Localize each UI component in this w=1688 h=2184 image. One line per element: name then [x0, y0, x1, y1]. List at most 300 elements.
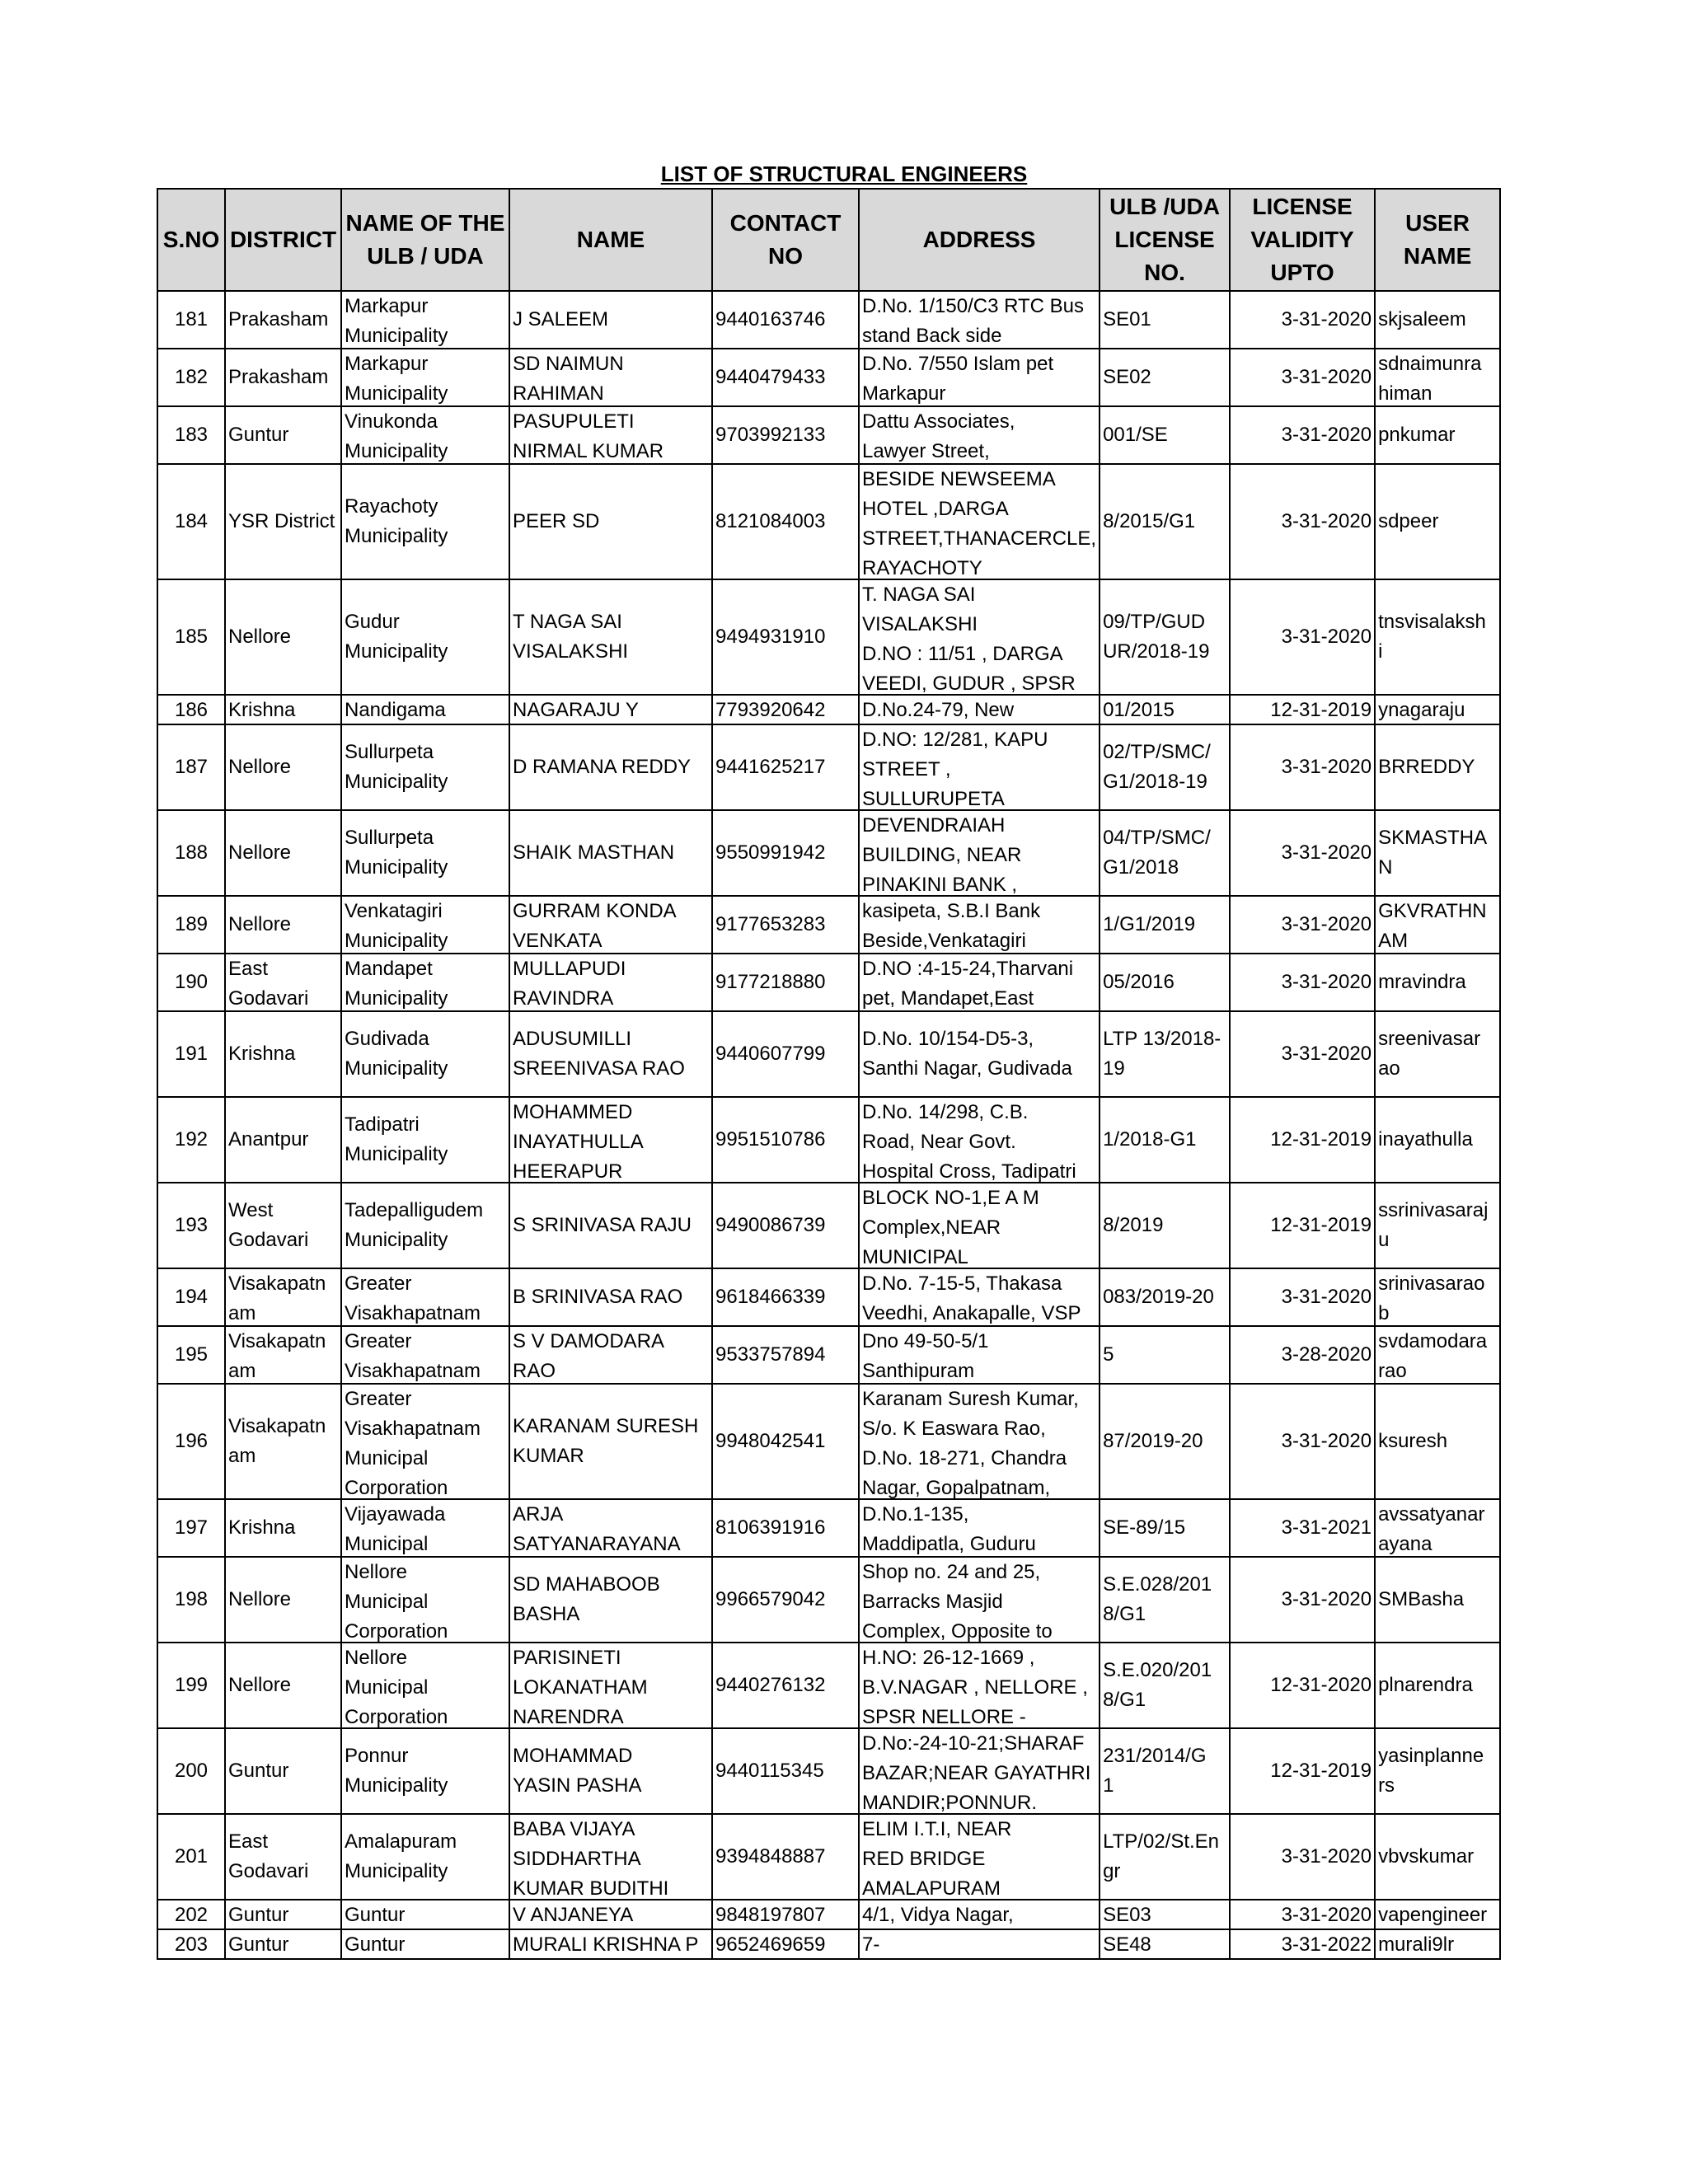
table-row	[157, 1643, 1500, 1728]
cell-text: 3-31-2020	[1281, 1286, 1372, 1308]
cell-contact	[712, 1384, 859, 1499]
cell-ulb	[341, 1557, 509, 1643]
cell-name	[509, 1929, 712, 1959]
cell-sno	[157, 724, 225, 810]
column-header: LICENSE VALIDITY UPTO	[1230, 189, 1375, 291]
cell-text: YSR District	[228, 510, 335, 532]
cell-text: Gudur Municipality	[345, 611, 448, 663]
cell-text: 186	[174, 699, 209, 721]
cell-text: 12-31-2020	[1270, 1674, 1372, 1696]
cell-text: B SRINIVASA RAO	[513, 1286, 683, 1308]
cell-user	[1375, 1183, 1500, 1268]
cell-text: 181	[174, 308, 209, 330]
cell-ulb	[341, 1183, 509, 1268]
column-header: ULB /UDA LICENSE NO.	[1100, 189, 1230, 291]
cell-license	[1100, 1557, 1230, 1643]
table-row	[157, 464, 1500, 579]
cell-text: sdnaimunra himan	[1378, 353, 1482, 405]
cell-user	[1375, 1814, 1500, 1900]
cell-text: D.No:-24-10-21;SHARAF BAZAR;NEAR GAYATHRI MANDIR;PONNUR.	[862, 1732, 1091, 1813]
cell-text: H.NO: 26-12-1669 , B.V.NAGAR , NELLORE , SPSR NELLORE -	[862, 1647, 1088, 1727]
cell-text: 1/2018-G1	[1103, 1128, 1197, 1151]
cell-text: Dno 49-50-5/1 Santhipuram	[862, 1330, 989, 1382]
table-body	[157, 291, 1500, 1959]
cell-text: Guntur	[228, 1904, 289, 1926]
column-header: NAME	[509, 189, 712, 291]
cell-text: sreenivasar ao	[1378, 1028, 1481, 1080]
table-row	[157, 1268, 1500, 1326]
cell-text: D.No. 10/154-D5-3, Santhi Nagar, Gudivada	[862, 1028, 1072, 1080]
cell-text: East Godavari	[228, 1830, 309, 1882]
cell-user	[1375, 1268, 1500, 1326]
cell-name	[509, 1268, 712, 1326]
cell-user	[1375, 406, 1500, 464]
cell-contact	[712, 1268, 859, 1326]
cell-ulb	[341, 1011, 509, 1097]
cell-ulb	[341, 1643, 509, 1728]
cell-validity	[1230, 1728, 1375, 1814]
cell-text: SE02	[1103, 366, 1151, 388]
cell-text: West Godavari	[228, 1199, 309, 1251]
cell-address	[859, 1814, 1100, 1900]
cell-text: 199	[174, 1674, 209, 1696]
cell-license	[1100, 579, 1230, 695]
cell-text: 7793920642	[715, 699, 826, 721]
cell-license	[1100, 1814, 1230, 1900]
cell-text: 8106391916	[715, 1516, 826, 1539]
cell-validity	[1230, 724, 1375, 810]
cell-validity	[1230, 1268, 1375, 1326]
cell-text: Vinukonda Municipality	[345, 410, 448, 462]
cell-text: MULLAPUDI RAVINDRA	[513, 958, 626, 1010]
cell-validity	[1230, 579, 1375, 695]
cell-validity	[1230, 1384, 1375, 1499]
cell-district	[225, 1384, 341, 1499]
cell-validity	[1230, 1011, 1375, 1097]
cell-contact	[712, 695, 859, 724]
cell-contact	[712, 1326, 859, 1384]
cell-validity	[1230, 291, 1375, 349]
cell-text: Prakasham	[228, 308, 329, 330]
table-row	[157, 1183, 1500, 1268]
cell-address	[859, 810, 1100, 896]
cell-validity	[1230, 695, 1375, 724]
cell-text: J SALEEM	[513, 308, 609, 330]
cell-address	[859, 1728, 1100, 1814]
cell-text: plnarendra	[1378, 1674, 1473, 1696]
cell-text: ADUSUMILLI SREENIVASA RAO	[513, 1028, 685, 1080]
cell-text: 7-	[862, 1933, 880, 1956]
cell-contact	[712, 464, 859, 579]
cell-text: T. NAGA SAI VISALAKSHI D.NO : 11/51 , DARGA VEEDI, GUDUR , SPSR	[862, 583, 1076, 694]
cell-validity	[1230, 1900, 1375, 1929]
cell-ulb	[341, 810, 509, 896]
cell-validity	[1230, 1643, 1375, 1728]
cell-text: SE01	[1103, 308, 1151, 330]
cell-license	[1100, 349, 1230, 406]
cell-text: SE48	[1103, 1933, 1151, 1956]
cell-name	[509, 464, 712, 579]
cell-text: Guntur	[228, 1760, 289, 1782]
cell-text: SE-89/15	[1103, 1516, 1186, 1539]
cell-text: 4/1, Vidya Nagar,	[862, 1904, 1014, 1926]
cell-text: 9966579042	[715, 1588, 826, 1610]
cell-sno	[157, 579, 225, 695]
cell-address	[859, 1268, 1100, 1326]
cell-ulb	[341, 1900, 509, 1929]
cell-text: 192	[174, 1128, 209, 1151]
cell-district	[225, 1268, 341, 1326]
cell-ulb	[341, 349, 509, 406]
cell-text: skjsaleem	[1378, 308, 1466, 330]
column-header: CONTACT NO	[712, 189, 859, 291]
cell-text: 188	[174, 841, 209, 864]
cell-address	[859, 724, 1100, 810]
cell-sno	[157, 810, 225, 896]
cell-text: S V DAMODARA RAO	[513, 1330, 665, 1382]
table-row	[157, 406, 1500, 464]
cell-name	[509, 1728, 712, 1814]
cell-sno	[157, 1499, 225, 1557]
page-title: LIST OF STRUCTURAL ENGINEERS	[660, 162, 1028, 186]
cell-text: 8121084003	[715, 510, 826, 532]
table-row	[157, 1557, 1500, 1643]
cell-text: Sullurpeta Municipality	[345, 827, 448, 879]
cell-user	[1375, 1929, 1500, 1959]
cell-text: 01/2015	[1103, 699, 1175, 721]
table-row	[157, 954, 1500, 1011]
cell-text: 3-31-2020	[1281, 1904, 1372, 1926]
cell-text: Gudivada Municipality	[345, 1028, 448, 1080]
cell-license	[1100, 695, 1230, 724]
cell-sno	[157, 1557, 225, 1643]
cell-text: SD NAIMUN RAHIMAN	[513, 353, 624, 405]
cell-text: 8/2019	[1103, 1214, 1164, 1236]
cell-license	[1100, 1326, 1230, 1384]
cell-contact	[712, 724, 859, 810]
cell-text: 231/2014/G 1	[1103, 1745, 1207, 1797]
cell-district	[225, 1929, 341, 1959]
cell-text: V ANJANEYA	[513, 1904, 634, 1926]
column-header: USER NAME	[1375, 189, 1500, 291]
cell-text: Rayachoty Municipality	[345, 495, 448, 547]
cell-text: Tadipatri Municipality	[345, 1113, 448, 1165]
cell-sno	[157, 896, 225, 954]
cell-license	[1100, 464, 1230, 579]
cell-text: MURALI KRISHNA P	[513, 1933, 699, 1956]
cell-text: 9550991942	[715, 841, 826, 864]
cell-address	[859, 1643, 1100, 1728]
table-header-row	[157, 189, 1500, 291]
cell-text: pnkumar	[1378, 424, 1456, 446]
cell-user	[1375, 291, 1500, 349]
cell-validity	[1230, 896, 1375, 954]
table-row	[157, 1011, 1500, 1097]
cell-text: SD MAHABOOB BASHA	[513, 1573, 660, 1625]
cell-district	[225, 1643, 341, 1728]
cell-ulb	[341, 291, 509, 349]
cell-text: Visakapatn am	[228, 1272, 326, 1324]
column-header: S.NO	[157, 189, 225, 291]
cell-text: Nellore	[228, 841, 292, 864]
cell-ulb	[341, 1384, 509, 1499]
cell-text: 12-31-2019	[1270, 1214, 1372, 1236]
cell-text: 09/TP/GUD UR/2018-19	[1103, 611, 1210, 663]
cell-district	[225, 1499, 341, 1557]
cell-district	[225, 349, 341, 406]
cell-text: Greater Visakhapatnam Municipal Corporation	[345, 1388, 481, 1498]
cell-text: inayathulla	[1378, 1128, 1473, 1151]
cell-user	[1375, 1728, 1500, 1814]
cell-text: Amalapuram Municipality	[345, 1830, 457, 1882]
cell-text: Sullurpeta Municipality	[345, 741, 448, 793]
cell-text: 3-31-2020	[1281, 913, 1372, 935]
cell-text: D.No. 14/298, C.B. Road, Near Govt. Hospital Cross, Tadipatri	[862, 1101, 1076, 1182]
cell-text: srinivasarao b	[1378, 1272, 1485, 1324]
cell-ulb	[341, 724, 509, 810]
cell-license	[1100, 896, 1230, 954]
cell-user	[1375, 1557, 1500, 1643]
cell-address	[859, 1929, 1100, 1959]
cell-license	[1100, 1268, 1230, 1326]
cell-text: Shop no. 24 and 25, Barracks Masjid Complex, Opposite to	[862, 1561, 1053, 1642]
cell-contact	[712, 1097, 859, 1183]
cell-text: D RAMANA REDDY	[513, 756, 692, 778]
column-header: DISTRICT	[225, 189, 341, 291]
cell-text: sdpeer	[1378, 510, 1439, 532]
cell-text: 12-31-2019	[1270, 1760, 1372, 1782]
cell-user	[1375, 695, 1500, 724]
cell-text: Nellore	[228, 1674, 292, 1696]
cell-text: 12-31-2019	[1270, 1128, 1372, 1151]
cell-user	[1375, 1326, 1500, 1384]
cell-contact	[712, 1929, 859, 1959]
cell-text: kasipeta, S.B.I Bank Beside,Venkatagiri	[862, 900, 1041, 952]
cell-text: S SRINIVASA RAJU	[513, 1214, 692, 1236]
cell-text: Krishna	[228, 1043, 296, 1065]
cell-address	[859, 464, 1100, 579]
cell-text: D.No. 1/150/C3 RTC Bus stand Back side	[862, 295, 1085, 347]
cell-sno	[157, 464, 225, 579]
cell-sno	[157, 1326, 225, 1384]
cell-text: 083/2019-20	[1103, 1286, 1214, 1308]
cell-text: 9440607799	[715, 1043, 826, 1065]
cell-text: 8/2015/G1	[1103, 510, 1196, 532]
cell-text: BESIDE NEWSEEMA HOTEL ,DARGA STREET,THANACERCLE, RAYACHOTY	[862, 468, 1097, 579]
cell-name	[509, 1814, 712, 1900]
table-row	[157, 1728, 1500, 1814]
cell-text: 12-31-2019	[1270, 699, 1372, 721]
cell-text: Anantpur	[228, 1128, 309, 1151]
cell-contact	[712, 1011, 859, 1097]
cell-text: D.No. 7/550 Islam pet Markapur	[862, 353, 1054, 405]
column-header: ADDRESS	[859, 189, 1100, 291]
cell-text: 3-31-2021	[1281, 1516, 1372, 1539]
cell-text: Guntur	[345, 1904, 406, 1926]
cell-ulb	[341, 695, 509, 724]
cell-contact	[712, 1900, 859, 1929]
cell-text: 9533757894	[715, 1343, 826, 1366]
cell-contact	[712, 1728, 859, 1814]
cell-text: 9490086739	[715, 1214, 826, 1236]
cell-text: 9177218880	[715, 971, 826, 993]
cell-district	[225, 1097, 341, 1183]
cell-text: Guntur	[228, 1933, 289, 1956]
cell-user	[1375, 810, 1500, 896]
cell-contact	[712, 810, 859, 896]
cell-text: 3-31-2020	[1281, 424, 1372, 446]
cell-license	[1100, 954, 1230, 1011]
cell-text: 9948042541	[715, 1430, 826, 1452]
cell-sno	[157, 1097, 225, 1183]
cell-name	[509, 1011, 712, 1097]
cell-text: KARANAM SURESH KUMAR	[513, 1415, 699, 1467]
cell-text: Visakapatn am	[228, 1330, 326, 1382]
cell-contact	[712, 1643, 859, 1728]
table-row	[157, 724, 1500, 810]
cell-text: vbvskumar	[1378, 1845, 1475, 1868]
cell-district	[225, 1900, 341, 1929]
cell-ulb	[341, 464, 509, 579]
cell-sno	[157, 1011, 225, 1097]
cell-text: MOHAMMAD YASIN PASHA	[513, 1745, 642, 1797]
cell-district	[225, 1183, 341, 1268]
cell-ulb	[341, 1929, 509, 1959]
cell-text: Nellore	[228, 913, 292, 935]
cell-district	[225, 1011, 341, 1097]
cell-validity	[1230, 1814, 1375, 1900]
cell-text: D.NO :4-15-24,Tharvani pet, Mandapet,East	[862, 958, 1074, 1010]
cell-user	[1375, 349, 1500, 406]
cell-license	[1100, 291, 1230, 349]
cell-ulb	[341, 406, 509, 464]
cell-name	[509, 896, 712, 954]
cell-text: 9394848887	[715, 1845, 826, 1868]
cell-license	[1100, 1011, 1230, 1097]
cell-text: 3-31-2020	[1281, 756, 1372, 778]
cell-validity	[1230, 406, 1375, 464]
cell-text: 3-31-2022	[1281, 1933, 1372, 1956]
table-row	[157, 810, 1500, 896]
cell-text: 3-28-2020	[1281, 1343, 1372, 1366]
cell-user	[1375, 1011, 1500, 1097]
cell-text: LTP 13/2018- 19	[1103, 1028, 1221, 1080]
cell-contact	[712, 1814, 859, 1900]
cell-user	[1375, 896, 1500, 954]
cell-text: 195	[174, 1343, 209, 1366]
cell-license	[1100, 1728, 1230, 1814]
cell-text: Guntur	[345, 1933, 406, 1956]
cell-license	[1100, 1643, 1230, 1728]
cell-text: Nellore	[228, 1588, 292, 1610]
cell-name	[509, 1097, 712, 1183]
cell-text: BABA VIJAYA SIDDHARTHA KUMAR BUDITHI	[513, 1818, 669, 1899]
cell-text: yasinplanne rs	[1378, 1745, 1484, 1797]
cell-contact	[712, 896, 859, 954]
table-row	[157, 695, 1500, 724]
table-row	[157, 1929, 1500, 1959]
cell-text: PARISINETI LOKANATHAM NARENDRA	[513, 1647, 648, 1727]
cell-text: Nellore	[228, 756, 292, 778]
cell-name	[509, 579, 712, 695]
cell-text: avssatyanar ayana	[1378, 1503, 1485, 1555]
cell-text: Nellore	[228, 626, 292, 648]
cell-sno	[157, 1384, 225, 1499]
cell-sno	[157, 291, 225, 349]
cell-text: LTP/02/St.En gr	[1103, 1830, 1220, 1882]
cell-text: 184	[174, 510, 209, 532]
cell-sno	[157, 1728, 225, 1814]
cell-text: mravindra	[1378, 971, 1466, 993]
cell-license	[1100, 724, 1230, 810]
table-row	[157, 1814, 1500, 1900]
cell-sno	[157, 1643, 225, 1728]
cell-text: ksuresh	[1378, 1430, 1448, 1452]
cell-text: 3-31-2020	[1281, 308, 1372, 330]
cell-validity	[1230, 464, 1375, 579]
cell-sno	[157, 406, 225, 464]
cell-text: D.No.1-135, Maddipatla, Guduru	[862, 1503, 1036, 1555]
cell-name	[509, 1900, 712, 1929]
engineers-table	[157, 188, 1501, 1960]
cell-name	[509, 1183, 712, 1268]
cell-address	[859, 349, 1100, 406]
cell-text: 02/TP/SMC/ G1/2018-19	[1103, 741, 1211, 793]
cell-text: BLOCK NO-1,E A M Complex,NEAR MUNICIPAL	[862, 1187, 1039, 1268]
cell-address	[859, 1900, 1100, 1929]
cell-text: 3-31-2020	[1281, 1845, 1372, 1868]
cell-text: Mandapet Municipality	[345, 958, 448, 1010]
cell-name	[509, 724, 712, 810]
cell-text: svdamodara rao	[1378, 1330, 1488, 1382]
table-row	[157, 579, 1500, 695]
cell-license	[1100, 1384, 1230, 1499]
cell-district	[225, 464, 341, 579]
cell-license	[1100, 1929, 1230, 1959]
cell-contact	[712, 954, 859, 1011]
cell-sno	[157, 695, 225, 724]
cell-district	[225, 406, 341, 464]
cell-text: S.E.028/201 8/G1	[1103, 1573, 1212, 1625]
cell-district	[225, 291, 341, 349]
cell-user	[1375, 1097, 1500, 1183]
cell-text: 05/2016	[1103, 971, 1175, 993]
cell-name	[509, 695, 712, 724]
cell-text: S.E.020/201 8/G1	[1103, 1659, 1212, 1711]
cell-contact	[712, 1499, 859, 1557]
cell-user	[1375, 1900, 1500, 1929]
cell-contact	[712, 1183, 859, 1268]
cell-text: Nellore Municipal Corporation	[345, 1561, 448, 1642]
cell-sno	[157, 1183, 225, 1268]
cell-name	[509, 1326, 712, 1384]
cell-name	[509, 349, 712, 406]
table-row	[157, 1499, 1500, 1557]
cell-text: 9177653283	[715, 913, 826, 935]
cell-name	[509, 810, 712, 896]
cell-user	[1375, 579, 1500, 695]
cell-validity	[1230, 810, 1375, 896]
cell-text: 9440276132	[715, 1674, 826, 1696]
cell-text: ELIM I.T.I, NEAR RED BRIDGE AMALAPURAM	[862, 1818, 1012, 1899]
cell-text: Nellore Municipal Corporation	[345, 1647, 448, 1727]
cell-user	[1375, 1499, 1500, 1557]
cell-district	[225, 724, 341, 810]
cell-text: 9440115345	[715, 1760, 824, 1782]
table-row	[157, 1900, 1500, 1929]
cell-text: 9848197807	[715, 1904, 826, 1926]
cell-ulb	[341, 579, 509, 695]
